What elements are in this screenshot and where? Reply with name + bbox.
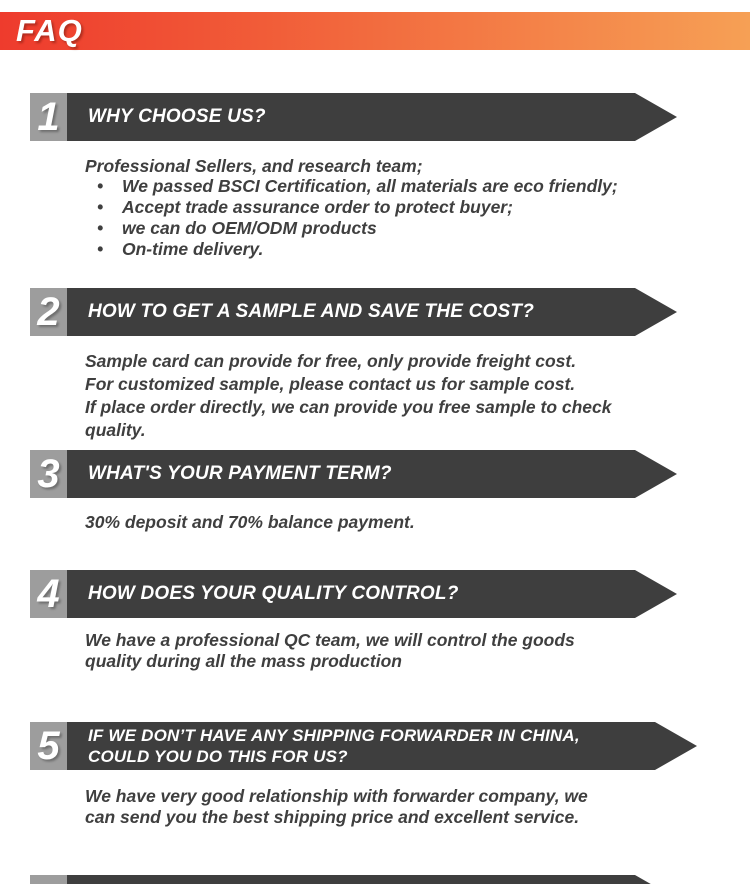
section-3-title: WHAT'S YOUR PAYMENT TERM? [88,463,392,484]
bullet-icon: • [97,176,104,196]
section-2-body [85,350,612,442]
section-5-title-line2: COULD YOU DO THIS FOR US? [88,747,348,766]
section-3-header [30,450,677,498]
banner-arrow-icon [635,93,677,141]
section-1-title: WHY CHOOSE US? [88,106,266,127]
body-line: Sample card can provide for free, only provide freight cost. [85,351,577,371]
section-5-banner [67,722,655,770]
section-1-body [85,156,618,260]
list-item [85,197,618,218]
body-line: quality during all the mass production [85,651,402,671]
bullet-text: Accept trade assurance order to protect buyer; [122,197,513,217]
section-6-banner [67,875,635,884]
body-line: can send you the best shipping price and excellent service. [85,807,580,827]
section-1-header [30,93,677,141]
bullet-icon: • [97,218,104,238]
section-4-body [85,630,575,672]
banner-arrow-icon [655,722,697,770]
bullet-text: We passed BSCI Certification, all materials are eco friendly; [122,176,618,196]
bullet-icon: • [97,239,104,259]
section-5-title-line1: IF WE DON’T HAVE ANY SHIPPING FORWARDER IN CHINA, [88,726,580,745]
body-line: We have very good relationship with forwarder company, we [85,786,588,806]
section-1-banner [67,93,635,141]
page-title: FAQ [16,13,83,48]
section-2-banner [67,288,635,336]
body-line: quality. [85,420,146,440]
body-line: For customized sample, please contact us for sample cost. [85,374,576,394]
section-3-body [85,512,415,532]
section-1-number: 1 [30,93,67,141]
body-line: 30% deposit and 70% balance payment. [85,512,415,532]
section-4-header [30,570,677,618]
bullet-text: On-time delivery. [122,239,264,259]
bullet-icon: • [97,197,104,217]
section-3-number: 3 [30,450,67,498]
body-line: If place order directly, we can provide you free sample to check [85,397,612,417]
section-2-number: 2 [30,288,67,336]
section-2-header [30,288,677,336]
section-5-body [85,786,588,828]
section-1-intro: Professional Sellers, and research team; [85,156,423,176]
banner-arrow-icon [635,450,677,498]
list-item [85,239,618,260]
banner-arrow-icon [635,570,677,618]
section-4-title: HOW DOES YOUR QUALITY CONTROL? [88,583,459,604]
body-line: We have a professional QC team, we will control the goods [85,630,575,650]
list-item [85,218,618,239]
faq-header-bar [0,12,750,50]
section-2-title: HOW TO GET A SAMPLE AND SAVE THE COST? [88,301,535,322]
list-item [85,176,618,197]
bullet-text: we can do OEM/ODM products [122,218,377,238]
section-6-header-cutoff [30,875,677,884]
section-6-banner-sliver [30,875,677,884]
section-6-number-box [30,875,67,884]
section-5-number: 5 [30,722,67,770]
section-4-banner [67,570,635,618]
banner-arrow-icon [635,288,677,336]
section-3-banner [67,450,635,498]
section-4-number: 4 [30,570,67,618]
banner-arrow-icon [635,875,677,884]
section-5-header [30,722,697,770]
